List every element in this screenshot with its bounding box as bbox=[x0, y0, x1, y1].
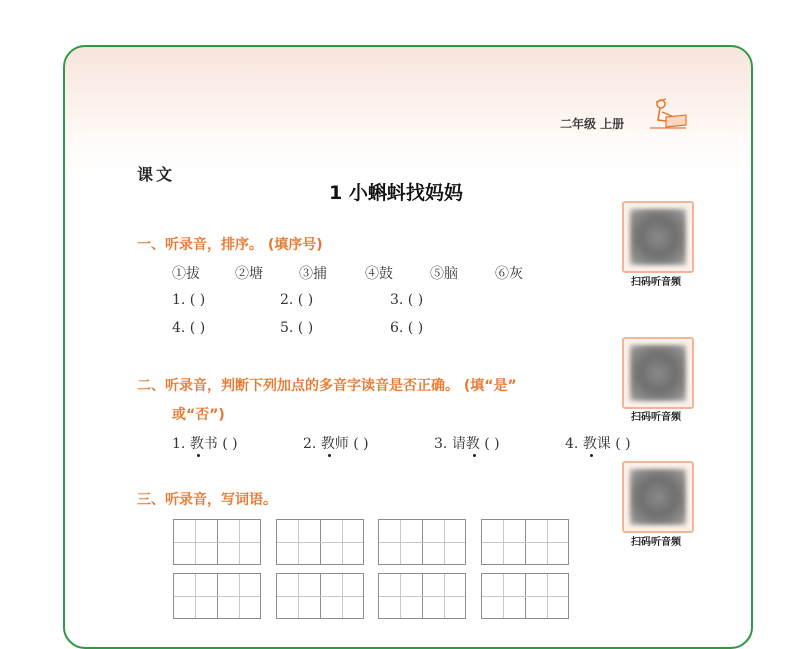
writing-grid[interactable] bbox=[378, 573, 466, 619]
answer-blank[interactable]: ( ) bbox=[615, 436, 631, 452]
writing-grid[interactable] bbox=[481, 519, 569, 565]
emphasis-dot bbox=[197, 454, 200, 457]
writing-grid[interactable] bbox=[481, 573, 569, 619]
section-2-title: 二、听录音，判断下列加点的多音字读音是否正确。 (填“是” bbox=[137, 378, 517, 394]
answer-blank[interactable]: ( ) bbox=[484, 436, 500, 452]
writing-grid[interactable] bbox=[276, 519, 364, 565]
option-6: ⑥灰 bbox=[495, 266, 523, 282]
section-1-title: 一、听录音，排序。 (填序号) bbox=[137, 237, 323, 253]
option-3: ③捕 bbox=[299, 266, 327, 282]
polyphone-word: 教师 bbox=[320, 436, 349, 452]
polyphone-item-4: 4. 教课 ( ) bbox=[565, 433, 631, 453]
qr-label: 扫码听音频 bbox=[631, 277, 681, 288]
lesson-title: 1 小蝌蚪找妈妈 bbox=[329, 182, 463, 204]
polyphone-word: 请教 bbox=[451, 436, 480, 452]
option-5: ⑤脑 bbox=[430, 266, 458, 282]
option-4: ④鼓 bbox=[365, 266, 393, 282]
answer-blank[interactable]: ( ) bbox=[353, 436, 369, 452]
writing-grid[interactable] bbox=[378, 519, 466, 565]
grade-label: 二年级 上册 bbox=[560, 117, 625, 131]
reading-child-icon bbox=[648, 95, 688, 135]
qr-label: 扫码听音频 bbox=[631, 412, 681, 423]
qr-code-icon[interactable] bbox=[622, 337, 694, 409]
option-2: ②塘 bbox=[235, 266, 263, 282]
section-3-title: 三、听录音，写词语。 bbox=[137, 492, 277, 508]
blank-3[interactable]: 3. ( ) bbox=[390, 292, 424, 308]
page-frame bbox=[63, 45, 753, 649]
polyphone-word: 教课 bbox=[582, 436, 611, 452]
polyphone-word: 教书 bbox=[189, 436, 218, 452]
qr-code-icon[interactable] bbox=[622, 201, 694, 273]
writing-grid[interactable] bbox=[276, 573, 364, 619]
polyphone-item-1: 1. 教书 ( ) bbox=[172, 433, 238, 453]
option-1: ①拔 bbox=[172, 266, 200, 282]
blank-6[interactable]: 6. ( ) bbox=[390, 320, 424, 336]
blank-2[interactable]: 2. ( ) bbox=[280, 292, 314, 308]
blank-4[interactable]: 4. ( ) bbox=[172, 320, 206, 336]
writing-grid[interactable] bbox=[173, 573, 261, 619]
category-label: 课文 bbox=[137, 165, 176, 184]
emphasis-dot bbox=[473, 454, 476, 457]
qr-code-icon[interactable] bbox=[622, 461, 694, 533]
polyphone-item-3: 3. 请教 ( ) bbox=[434, 433, 500, 453]
blank-1[interactable]: 1. ( ) bbox=[172, 292, 206, 308]
blank-5[interactable]: 5. ( ) bbox=[280, 320, 314, 336]
emphasis-dot bbox=[328, 454, 331, 457]
section-2-title-cont: 或“否”) bbox=[172, 407, 225, 423]
emphasis-dot bbox=[590, 454, 593, 457]
answer-blank[interactable]: ( ) bbox=[222, 436, 238, 452]
qr-label: 扫码听音频 bbox=[631, 537, 681, 548]
writing-grid[interactable] bbox=[173, 519, 261, 565]
polyphone-item-2: 2. 教师 ( ) bbox=[303, 433, 369, 453]
